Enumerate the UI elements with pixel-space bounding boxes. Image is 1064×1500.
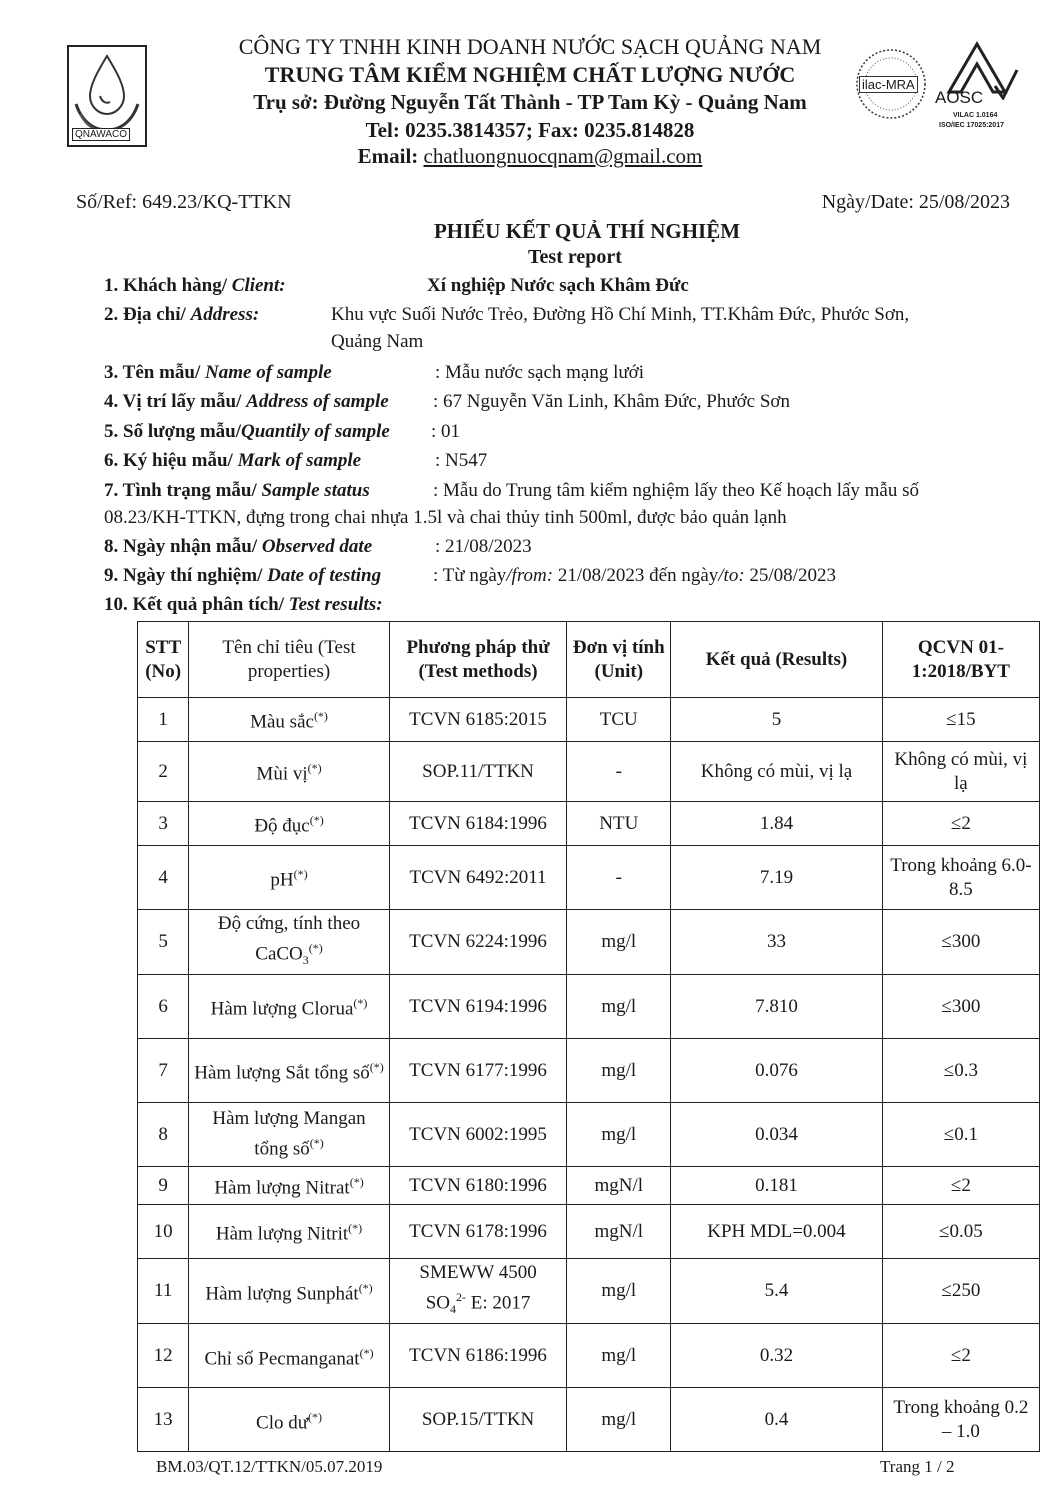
row-unit: mg/l [567, 1259, 671, 1324]
row-name: Chỉ số Pecmanganat(*) [189, 1324, 389, 1388]
row-limit: ≤300 [882, 975, 1039, 1039]
row-unit: NTU [567, 802, 671, 846]
address-value-1: Khu vực Suối Nước Trẻo, Đường Hồ Chí Minh, TT.Khâm Đức, Phước Sơn, [331, 304, 910, 325]
row-method: TCVN 6224:1996 [389, 910, 567, 975]
header-email-line [150, 144, 910, 169]
row-limit: ≤0.3 [882, 1039, 1039, 1103]
test-results-heading: 10. Kết quả phân tích/ Test results: [104, 594, 383, 615]
aosc-text: AOSC [935, 88, 984, 107]
report-date: Ngày/Date: 25/08/2023 [821, 191, 1010, 213]
row-name: Độ cứng, tính theo CaCO$_3$(*) [189, 910, 389, 975]
row-name: Độ đục(*) [189, 802, 389, 846]
row-no: 12 [138, 1324, 189, 1388]
client-row [104, 274, 286, 298]
row-no: 8 [138, 1103, 189, 1167]
table-row [138, 1259, 1040, 1324]
row-method: TCVN 6184:1996 [389, 802, 567, 846]
header-results: Kết quả (Results) [671, 622, 883, 698]
header-qcvn: QCVN 01-1:2018/BYT [882, 622, 1039, 698]
row-no: 2 [138, 742, 189, 802]
sample-quantity-value: : 01 [431, 421, 461, 442]
row-no: 11 [138, 1259, 189, 1324]
header-test-properties: Tên chỉ tiêu (Test properties) [189, 622, 389, 698]
ilac-text: ilac-MRA [859, 76, 918, 93]
sample-status-value-2: 08.23/KH-TTKN, đựng trong chai nhựa 1.5l và chai thủy tinh 500ml, được bảo quản lạnh [104, 507, 787, 528]
table-row [138, 975, 1040, 1039]
row-limit: ≤250 [882, 1259, 1039, 1324]
row-method: TCVN 6177:1996 [389, 1039, 567, 1103]
row-result: KPH MDL=0.004 [671, 1205, 883, 1259]
sample-status-value-1: : Mẫu do Trung tâm kiểm nghiệm lấy theo Kế hoạch lấy mẫu số [433, 480, 920, 501]
reference-number: Số/Ref: 649.23/KQ-TTKN [76, 191, 292, 213]
sample-location-row: 4. Vị trí lấy mẫu/ Address of sample [104, 391, 389, 412]
row-result: 0.32 [671, 1324, 883, 1388]
row-limit: ≤2 [882, 1324, 1039, 1388]
row-no: 6 [138, 975, 189, 1039]
email-label: Email: [357, 144, 424, 168]
row-method: SOP.15/TTKN [389, 1388, 567, 1452]
table-row [138, 698, 1040, 742]
sample-status-row: 7. Tình trạng mẫu/ Sample status [104, 480, 370, 501]
page-number: Trang 1 / 2 [880, 1457, 955, 1476]
header-stt: STT (No) [138, 622, 189, 698]
row-result: 5.4 [671, 1259, 883, 1324]
row-limit: ≤2 [882, 802, 1039, 846]
table-row [138, 1205, 1040, 1259]
row-no: 10 [138, 1205, 189, 1259]
address-value-2: Quảng Nam [331, 331, 424, 352]
client-value: Xí nghiệp Nước sạch Khâm Đức [427, 275, 689, 296]
row-result: 33 [671, 910, 883, 975]
row-name: Hàm lượng Mangan tổng số(*) [189, 1103, 389, 1167]
company-name: CÔNG TY TNHH KINH DOANH NƯỚC SẠCH QUẢNG NAM [238, 34, 822, 59]
table-row [138, 1167, 1040, 1205]
row-name: Hàm lượng Sắt tổng số(*) [189, 1039, 389, 1103]
row-no: 5 [138, 910, 189, 975]
aosc-logo [935, 40, 1019, 140]
row-result: 0.181 [671, 1167, 883, 1205]
sample-quantity-row: 5. Số lượng mẫu/Quantily of sample [104, 421, 390, 442]
row-limit: Trong khoảng 0.2 – 1.0 [882, 1388, 1039, 1452]
table-row [138, 1039, 1040, 1103]
email-link[interactable]: chatluongnuocqnam@gmail.com [423, 144, 703, 168]
row-result: 1.84 [671, 802, 883, 846]
row-result: Không có mùi, vị lạ [671, 742, 883, 802]
report-title: PHIẾU KẾT QUẢ THÍ NGHIỆM [433, 219, 741, 243]
sample-mark-row: 6. Ký hiệu mẫu/ Mark of sample [104, 450, 362, 471]
testing-date-row: 9. Ngày thí nghiệm/ Date of testing [104, 565, 382, 586]
row-name: Hàm lượng Clorua(*) [189, 975, 389, 1039]
row-name: Hàm lượng Sunphát(*) [189, 1259, 389, 1324]
row-method: TCVN 6185:2015 [389, 698, 567, 742]
row-method: TCVN 6186:1996 [389, 1324, 567, 1388]
row-method: TCVN 6002:1995 [389, 1103, 567, 1167]
row-limit: ≤0.1 [882, 1103, 1039, 1167]
row-name: Hàm lượng Nitrat(*) [189, 1167, 389, 1205]
row-result: 7.810 [671, 975, 883, 1039]
row-no: 9 [138, 1167, 189, 1205]
row-limit: Trong khoảng 6.0-8.5 [882, 846, 1039, 910]
row-method: TCVN 6194:1996 [389, 975, 567, 1039]
table-row [138, 846, 1040, 910]
row-unit: mg/l [567, 975, 671, 1039]
row-limit: ≤2 [882, 1167, 1039, 1205]
sample-mark-value: : N547 [435, 450, 488, 471]
row-name: Mùi vị(*) [189, 742, 389, 802]
row-unit: TCU [567, 698, 671, 742]
header-test-methods: Phương pháp thử (Test methods) [389, 622, 567, 698]
row-no: 1 [138, 698, 189, 742]
logo-text: QNAWACO [72, 128, 130, 141]
address-label: 2. Địa chỉ/ Address: [104, 304, 260, 325]
table-row [138, 1103, 1040, 1167]
table-row [138, 802, 1040, 846]
row-result: 0.076 [671, 1039, 883, 1103]
address-row [104, 303, 259, 327]
row-unit: mg/l [567, 1388, 671, 1452]
form-code: BM.03/QT.12/TTKN/05.07.2019 [156, 1457, 383, 1476]
row-name: Màu sắc(*) [189, 698, 389, 742]
header-address: Trụ sở: Đường Nguyễn Tất Thành - TP Tam Kỳ - Quảng Nam [253, 90, 807, 114]
row-unit: mg/l [567, 910, 671, 975]
row-result: 0.4 [671, 1388, 883, 1452]
table-row [138, 1324, 1040, 1388]
row-unit: mg/l [567, 1039, 671, 1103]
table-row [138, 742, 1040, 802]
row-unit: mgN/l [567, 1205, 671, 1259]
results-table [137, 621, 1040, 1452]
row-unit: mg/l [567, 1103, 671, 1167]
row-name: Clo dư(*) [189, 1388, 389, 1452]
testing-date-value: : Từ ngày/from: 21/08/2023 đến ngày/to: 25/08/2023 [433, 565, 836, 586]
sample-location-value: : 67 Nguyễn Văn Linh, Khâm Đức, Phước Sơn [433, 391, 790, 412]
row-method: TCVN 6492:2011 [389, 846, 567, 910]
row-limit: Không có mùi, vị lạ [882, 742, 1039, 802]
row-no: 4 [138, 846, 189, 910]
row-result: 7.19 [671, 846, 883, 910]
row-result: 0.034 [671, 1103, 883, 1167]
row-unit: - [567, 742, 671, 802]
table-row [138, 910, 1040, 975]
iso-text: ISO/IEC 17025:2017 [939, 122, 1004, 129]
center-name: TRUNG TÂM KIỂM NGHIỆM CHẤT LƯỢNG NƯỚC [264, 62, 796, 87]
row-limit: ≤15 [882, 698, 1039, 742]
row-unit: mgN/l [567, 1167, 671, 1205]
row-limit: ≤300 [882, 910, 1039, 975]
row-limit: ≤0.05 [882, 1205, 1039, 1259]
sample-name-row: 3. Tên mẫu/ Name of sample [104, 362, 332, 383]
row-unit: mg/l [567, 1324, 671, 1388]
report-subtitle: Test report [528, 246, 622, 268]
row-result: 5 [671, 698, 883, 742]
vilac-text: VILAC 1.0164 [953, 112, 998, 119]
row-unit: - [567, 846, 671, 910]
row-no: 13 [138, 1388, 189, 1452]
header-tel: Tel: 0235.3814357; Fax: 0235.814828 [365, 118, 695, 142]
observed-date-value: : 21/08/2023 [435, 536, 532, 557]
company-logo [66, 44, 148, 148]
row-no: 3 [138, 802, 189, 846]
row-method: TCVN 6180:1996 [389, 1167, 567, 1205]
client-label: 1. Khách hàng/ Client: [104, 275, 286, 296]
row-method: SOP.11/TTKN [389, 742, 567, 802]
observed-date-row: 8. Ngày nhận mẫu/ Observed date [104, 536, 373, 557]
table-row [138, 1388, 1040, 1452]
row-method: SMEWW 4500 $SO_4^{2-}$ E: 2017 [389, 1259, 567, 1324]
sample-name-value: : Mẫu nước sạch mạng lưới [435, 362, 645, 383]
table-header-row [138, 622, 1040, 698]
row-method: TCVN 6178:1996 [389, 1205, 567, 1259]
header-unit: Đơn vị tính (Unit) [567, 622, 671, 698]
row-name: Hàm lượng Nitrit(*) [189, 1205, 389, 1259]
row-no: 7 [138, 1039, 189, 1103]
row-name: pH(*) [189, 846, 389, 910]
